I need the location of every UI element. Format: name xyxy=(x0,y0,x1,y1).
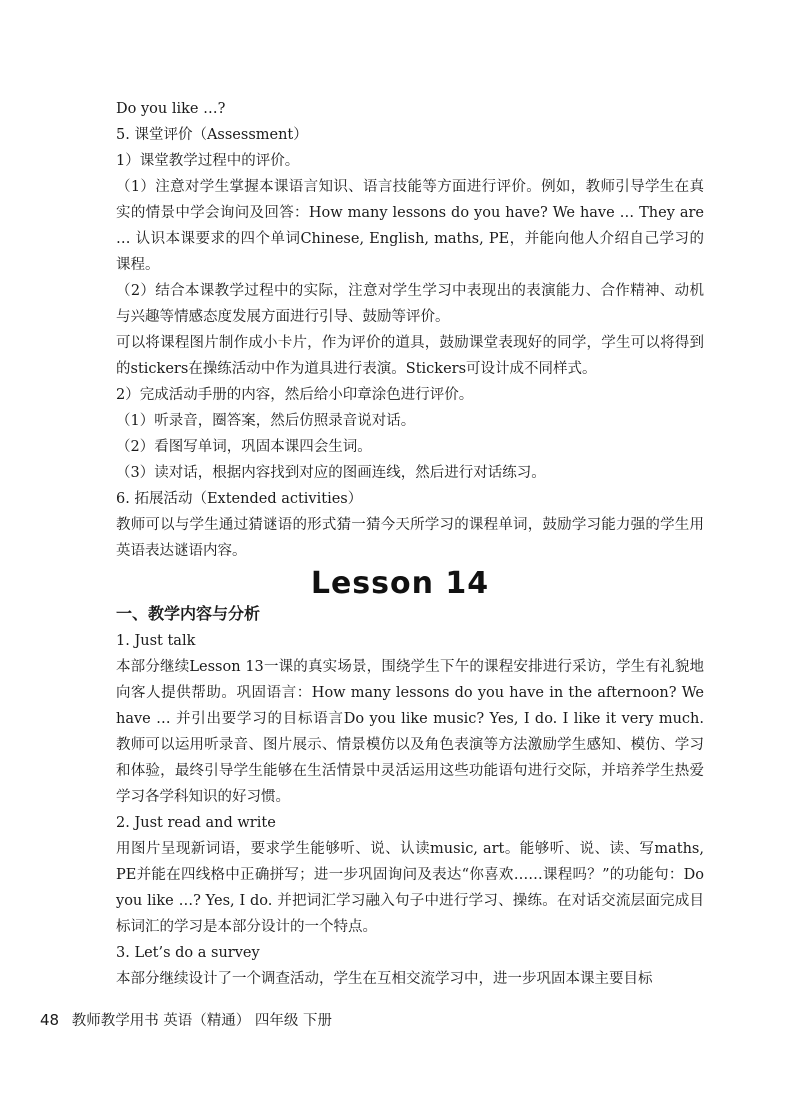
subheading-just-talk: 1. Just talk xyxy=(116,633,196,649)
paragraph: 可以将课程图片制作成小卡片，作为评价的道具，鼓励课堂表现好的同学，学生可以将得到的stickers在操练活动中作为道具进行表演。Stickers可设计成不同样式。 xyxy=(116,335,704,377)
section-heading: 一、教学内容与分析 xyxy=(116,604,261,623)
lower-section xyxy=(116,600,704,992)
page-footer xyxy=(40,1009,332,1030)
paragraph: （2）结合本课教学过程中的实际，注意对学生学习中表现出的表演能力、合作精神、动机与兴趣等情感态度发展方面进行引导、鼓励等评价。 xyxy=(116,283,704,325)
subheading-lets-do-a-survey: 3. Let’s do a survey xyxy=(116,945,260,961)
page-number: 48 xyxy=(40,1011,60,1029)
lesson-title: Lesson 14 xyxy=(310,566,490,601)
extended-activities-heading: 6. 拓展活动（Extended activities） xyxy=(116,491,363,507)
assessment-heading: 5. 课堂评价（Assessment） xyxy=(116,127,308,143)
text-line: （2）看图写单词，巩固本课四会生词。 xyxy=(116,439,372,455)
text-line: （3）读对话，根据内容找到对应的图画连线，然后进行对话练习。 xyxy=(116,465,546,481)
paragraph: （1）注意对学生掌握本课语言知识、语言技能等方面进行评价。例如，教师引导学生在真实的情景中学会询问及回答：How many lessons do you have? We have … They are … 认识本课要求的四个单词Chinese, English, maths, PE，并能向他人介绍自己学习的课程。 xyxy=(116,179,704,273)
paragraph: 本部分继续设计了一个调查活动，学生在互相交流学习中，进一步巩固本课主要目标 xyxy=(116,971,653,987)
paragraph: 用图片呈现新词语，要求学生能够听、说、认读music, art。能够听、说、读、写maths, PE并能在四线格中正确拼写；进一步巩固询问及表达“你喜欢……课程吗？”的功能句：Do you like …? Yes, I do. 并把词汇学习融入句子中进行学习、操练。在对话交流层面完成目标词汇的学习是本部分设计的一个特点。 xyxy=(116,841,704,935)
text-line: Do you like …? xyxy=(116,101,226,117)
upper-section xyxy=(116,96,704,564)
text-line: （1）听录音，圈答案，然后仿照录音说对话。 xyxy=(116,413,416,429)
paragraph: 本部分继续Lesson 13一课的真实场景，围绕学生下午的课程安排进行采访，学生有礼貌地向客人提供帮助。巩固语言：How many lessons do you have in the afternoon? We have … 并引出要学习的目标语言Do you like music? Yes, I do. I like it very much. 教师可以运用听录音、图片展示、情景模仿以及角色表演等方法激励学生感知、模仿、学习和体验，最终引导学生能够在生活情景中灵活运用这些功能语句进行交际，并培养学生热爱学习各学科知识的好习惯。 xyxy=(116,659,704,805)
text-line: 2）完成活动手册的内容，然后给小印章涂色进行评价。 xyxy=(116,387,474,403)
paragraph: 教师可以与学生通过猜谜语的形式猜一猜今天所学习的课程单词，鼓励学习能力强的学生用英语表达谜语内容。 xyxy=(116,517,704,559)
text-line: 1）课堂教学过程中的评价。 xyxy=(116,153,300,169)
book-title: 教师教学用书 英语（精通） 四年级 下册 xyxy=(71,1013,333,1029)
subheading-just-read-and-write: 2. Just read and write xyxy=(116,815,276,831)
